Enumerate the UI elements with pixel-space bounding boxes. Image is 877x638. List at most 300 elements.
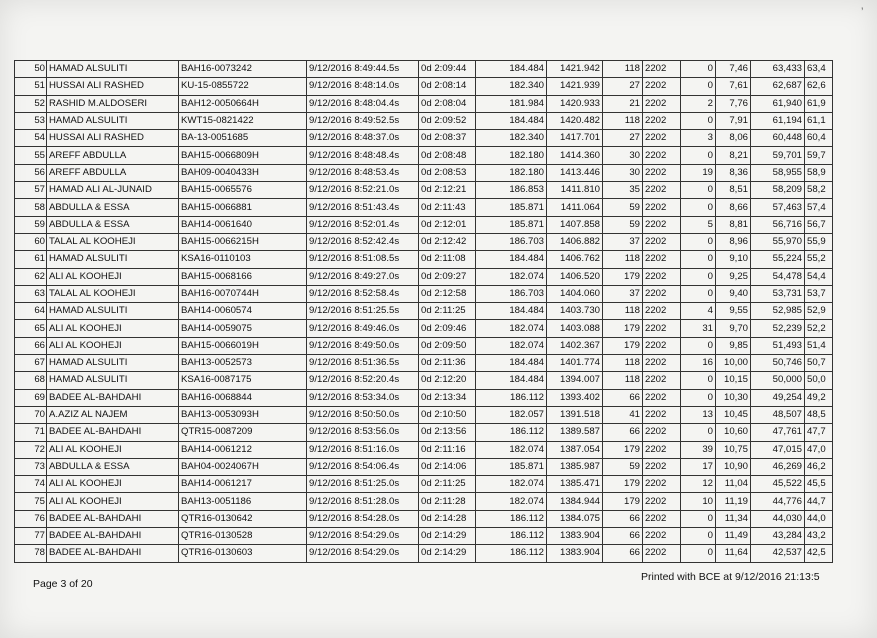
points-cut-cell: 62,6: [805, 78, 833, 95]
points-cut-cell: 44,0: [805, 510, 833, 527]
distance-cell: 182.074: [476, 493, 547, 510]
ring-number-cell: BAH16-0073242: [179, 61, 307, 78]
points-cut-cell: 48,5: [805, 406, 833, 423]
table-row: [15, 528, 833, 545]
flight-duration-cell: 0d 2:09:50: [419, 337, 476, 354]
percent-cell: 11,19: [716, 493, 751, 510]
table-row: [15, 545, 833, 562]
distance-cell: 185.871: [476, 199, 547, 216]
basket-count-cell: 118: [603, 112, 643, 129]
arrival-time-cell: 9/12/2016 8:49:50.0s: [307, 337, 419, 354]
flight-duration-cell: 0d 2:14:06: [419, 458, 476, 475]
percent-cell: 10,75: [716, 441, 751, 458]
distance-cell: 182.074: [476, 476, 547, 493]
arrival-time-cell: 9/12/2016 8:48:53.4s: [307, 164, 419, 181]
ring-number-cell: BAH14-0059075: [179, 320, 307, 337]
rank-cell: 78: [15, 545, 47, 562]
points-cell: 45,522: [751, 476, 805, 493]
basket-count-cell: 118: [603, 372, 643, 389]
speed-cell: 1420.482: [547, 112, 603, 129]
arrival-time-cell: 9/12/2016 8:53:56.0s: [307, 424, 419, 441]
points-cut-cell: 52,9: [805, 303, 833, 320]
points-cut-cell: 63,4: [805, 61, 833, 78]
points-cut-cell: 61,9: [805, 95, 833, 112]
speed-cell: 1384.075: [547, 510, 603, 527]
rank-cell: 55: [15, 147, 47, 164]
points-cell: 62,687: [751, 78, 805, 95]
fancier-name-cell: BADEE AL-BAHDAHI: [47, 424, 179, 441]
speed-cell: 1387.054: [547, 441, 603, 458]
section-code-cell: 2202: [643, 285, 681, 302]
coefficient-cell: 0: [681, 337, 716, 354]
points-cell: 53,731: [751, 285, 805, 302]
section-code-cell: 2202: [643, 182, 681, 199]
ring-number-cell: BAH09-0040433H: [179, 164, 307, 181]
points-cell: 55,224: [751, 251, 805, 268]
speed-cell: 1393.402: [547, 389, 603, 406]
percent-cell: 8,36: [716, 164, 751, 181]
ring-number-cell: BAH15-0065576: [179, 182, 307, 199]
arrival-time-cell: 9/12/2016 8:51:28.0s: [307, 493, 419, 510]
coefficient-cell: 0: [681, 147, 716, 164]
points-cut-cell: 55,2: [805, 251, 833, 268]
basket-count-cell: 59: [603, 458, 643, 475]
coefficient-cell: 16: [681, 355, 716, 372]
arrival-time-cell: 9/12/2016 8:52:21.0s: [307, 182, 419, 199]
distance-cell: 184.484: [476, 61, 547, 78]
speed-cell: 1385.471: [547, 476, 603, 493]
table-row: [15, 458, 833, 475]
ring-number-cell: BAH12-0050664H: [179, 95, 307, 112]
ring-number-cell: QTR16-0130528: [179, 528, 307, 545]
points-cut-cell: 58,9: [805, 164, 833, 181]
percent-cell: 8,81: [716, 216, 751, 233]
fancier-name-cell: BADEE AL-BAHDAHI: [47, 510, 179, 527]
fancier-name-cell: HAMAD ALI AL-JUNAID: [47, 182, 179, 199]
section-code-cell: 2202: [643, 406, 681, 423]
points-cut-cell: 56,7: [805, 216, 833, 233]
fancier-name-cell: HAMAD ALSULITI: [47, 61, 179, 78]
speed-cell: 1384.944: [547, 493, 603, 510]
coefficient-cell: 0: [681, 112, 716, 129]
speed-cell: 1394.007: [547, 372, 603, 389]
arrival-time-cell: 9/12/2016 8:53:34.0s: [307, 389, 419, 406]
rank-cell: 51: [15, 78, 47, 95]
distance-cell: 185.871: [476, 216, 547, 233]
flight-duration-cell: 0d 2:14:29: [419, 545, 476, 562]
points-cut-cell: 55,9: [805, 233, 833, 250]
section-code-cell: 2202: [643, 78, 681, 95]
flight-duration-cell: 0d 2:08:04: [419, 95, 476, 112]
arrival-time-cell: 9/12/2016 8:48:48.4s: [307, 147, 419, 164]
percent-cell: 10,45: [716, 406, 751, 423]
arrival-time-cell: 9/12/2016 8:52:58.4s: [307, 285, 419, 302]
printed-footer: Printed with BCE at 9/12/2016 21:13:5: [641, 571, 820, 583]
distance-cell: 186.112: [476, 510, 547, 527]
rank-cell: 68: [15, 372, 47, 389]
points-cut-cell: 51,4: [805, 337, 833, 354]
section-code-cell: 2202: [643, 95, 681, 112]
flight-duration-cell: 0d 2:13:56: [419, 424, 476, 441]
distance-cell: 184.484: [476, 303, 547, 320]
arrival-time-cell: 9/12/2016 8:48:14.0s: [307, 78, 419, 95]
percent-cell: 11,64: [716, 545, 751, 562]
rank-cell: 56: [15, 164, 47, 181]
coefficient-cell: 0: [681, 389, 716, 406]
section-code-cell: 2202: [643, 476, 681, 493]
percent-cell: 9,25: [716, 268, 751, 285]
points-cut-cell: 50,0: [805, 372, 833, 389]
percent-cell: 8,66: [716, 199, 751, 216]
flight-duration-cell: 0d 2:14:29: [419, 528, 476, 545]
fancier-name-cell: HUSSAI ALI RASHED: [47, 130, 179, 147]
section-code-cell: 2202: [643, 268, 681, 285]
fancier-name-cell: HAMAD ALSULITI: [47, 112, 179, 129]
points-cell: 46,269: [751, 458, 805, 475]
section-code-cell: 2202: [643, 493, 681, 510]
table-row: [15, 510, 833, 527]
table-row: [15, 355, 833, 372]
points-cell: 50,746: [751, 355, 805, 372]
flight-duration-cell: 0d 2:11:43: [419, 199, 476, 216]
points-cut-cell: 45,5: [805, 476, 833, 493]
arrival-time-cell: 9/12/2016 8:51:25.5s: [307, 303, 419, 320]
table-row: [15, 95, 833, 112]
distance-cell: 184.484: [476, 372, 547, 389]
distance-cell: 181.984: [476, 95, 547, 112]
basket-count-cell: 118: [603, 355, 643, 372]
fancier-name-cell: ABDULLA & ESSA: [47, 199, 179, 216]
distance-cell: 182.340: [476, 78, 547, 95]
speed-cell: 1406.882: [547, 233, 603, 250]
basket-count-cell: 66: [603, 389, 643, 406]
points-cut-cell: 61,1: [805, 112, 833, 129]
rank-cell: 61: [15, 251, 47, 268]
section-code-cell: 2202: [643, 216, 681, 233]
ring-number-cell: BAH15-0066215H: [179, 233, 307, 250]
fancier-name-cell: ALI AL KOOHEJI: [47, 268, 179, 285]
ring-number-cell: KWT15-0821422: [179, 112, 307, 129]
results-rows: [15, 61, 833, 563]
fancier-name-cell: ALI AL KOOHEJI: [47, 441, 179, 458]
arrival-time-cell: 9/12/2016 8:49:46.0s: [307, 320, 419, 337]
results-table: [14, 60, 833, 563]
points-cut-cell: 44,7: [805, 493, 833, 510]
fancier-name-cell: TALAL AL KOOHEJI: [47, 285, 179, 302]
points-cell: 54,478: [751, 268, 805, 285]
fancier-name-cell: HUSSAI ALI RASHED: [47, 78, 179, 95]
ring-number-cell: BAH13-0051186: [179, 493, 307, 510]
basket-count-cell: 179: [603, 476, 643, 493]
arrival-time-cell: 9/12/2016 8:52:01.4s: [307, 216, 419, 233]
rank-cell: 58: [15, 199, 47, 216]
coefficient-cell: 2: [681, 95, 716, 112]
speed-cell: 1413.446: [547, 164, 603, 181]
ring-number-cell: BAH15-0066809H: [179, 147, 307, 164]
table-row: [15, 233, 833, 250]
ring-number-cell: BAH14-0061217: [179, 476, 307, 493]
percent-cell: 9,70: [716, 320, 751, 337]
points-cell: 60,448: [751, 130, 805, 147]
speed-cell: 1414.360: [547, 147, 603, 164]
basket-count-cell: 27: [603, 130, 643, 147]
coefficient-cell: 12: [681, 476, 716, 493]
flight-duration-cell: 0d 2:12:58: [419, 285, 476, 302]
flight-duration-cell: 0d 2:11:25: [419, 303, 476, 320]
points-cell: 52,239: [751, 320, 805, 337]
arrival-time-cell: 9/12/2016 8:49:27.0s: [307, 268, 419, 285]
distance-cell: 186.853: [476, 182, 547, 199]
coefficient-cell: 0: [681, 199, 716, 216]
ring-number-cell: BA-13-0051685: [179, 130, 307, 147]
points-cut-cell: 60,4: [805, 130, 833, 147]
flight-duration-cell: 0d 2:09:27: [419, 268, 476, 285]
points-cell: 56,716: [751, 216, 805, 233]
section-code-cell: 2202: [643, 251, 681, 268]
corner-mark: ’: [861, 6, 864, 18]
section-code-cell: 2202: [643, 528, 681, 545]
basket-count-cell: 66: [603, 510, 643, 527]
table-row: [15, 251, 833, 268]
speed-cell: 1406.762: [547, 251, 603, 268]
section-code-cell: 2202: [643, 545, 681, 562]
arrival-time-cell: 9/12/2016 8:52:20.4s: [307, 372, 419, 389]
coefficient-cell: 0: [681, 268, 716, 285]
distance-cell: 182.074: [476, 337, 547, 354]
speed-cell: 1403.088: [547, 320, 603, 337]
section-code-cell: 2202: [643, 112, 681, 129]
percent-cell: 9,40: [716, 285, 751, 302]
coefficient-cell: 17: [681, 458, 716, 475]
table-row: [15, 216, 833, 233]
coefficient-cell: 0: [681, 285, 716, 302]
distance-cell: 186.112: [476, 528, 547, 545]
basket-count-cell: 59: [603, 199, 643, 216]
table-row: [15, 303, 833, 320]
speed-cell: 1406.520: [547, 268, 603, 285]
basket-count-cell: 179: [603, 268, 643, 285]
basket-count-cell: 118: [603, 61, 643, 78]
basket-count-cell: 66: [603, 424, 643, 441]
flight-duration-cell: 0d 2:13:34: [419, 389, 476, 406]
flight-duration-cell: 0d 2:12:42: [419, 233, 476, 250]
rank-cell: 71: [15, 424, 47, 441]
basket-count-cell: 179: [603, 493, 643, 510]
distance-cell: 186.703: [476, 285, 547, 302]
basket-count-cell: 118: [603, 251, 643, 268]
ring-number-cell: BAH04-0024067H: [179, 458, 307, 475]
flight-duration-cell: 0d 2:08:48: [419, 147, 476, 164]
points-cut-cell: 47,7: [805, 424, 833, 441]
ring-number-cell: BAH15-0066881: [179, 199, 307, 216]
coefficient-cell: 0: [681, 233, 716, 250]
basket-count-cell: 59: [603, 216, 643, 233]
distance-cell: 186.112: [476, 424, 547, 441]
basket-count-cell: 37: [603, 233, 643, 250]
fancier-name-cell: HAMAD ALSULITI: [47, 355, 179, 372]
distance-cell: 182.074: [476, 320, 547, 337]
rank-cell: 64: [15, 303, 47, 320]
section-code-cell: 2202: [643, 458, 681, 475]
rank-cell: 54: [15, 130, 47, 147]
arrival-time-cell: 9/12/2016 8:54:29.0s: [307, 528, 419, 545]
basket-count-cell: 21: [603, 95, 643, 112]
coefficient-cell: 0: [681, 61, 716, 78]
points-cell: 44,030: [751, 510, 805, 527]
coefficient-cell: 13: [681, 406, 716, 423]
coefficient-cell: 0: [681, 510, 716, 527]
percent-cell: 7,76: [716, 95, 751, 112]
flight-duration-cell: 0d 2:11:36: [419, 355, 476, 372]
coefficient-cell: 0: [681, 528, 716, 545]
points-cut-cell: 58,2: [805, 182, 833, 199]
distance-cell: 186.703: [476, 233, 547, 250]
arrival-time-cell: 9/12/2016 8:51:16.0s: [307, 441, 419, 458]
fancier-name-cell: HAMAD ALSULITI: [47, 251, 179, 268]
basket-count-cell: 27: [603, 78, 643, 95]
percent-cell: 10,15: [716, 372, 751, 389]
ring-number-cell: KSA16-0087175: [179, 372, 307, 389]
speed-cell: 1404.060: [547, 285, 603, 302]
table-row: [15, 182, 833, 199]
points-cell: 63,433: [751, 61, 805, 78]
section-code-cell: 2202: [643, 337, 681, 354]
ring-number-cell: BAH15-0068166: [179, 268, 307, 285]
speed-cell: 1383.904: [547, 545, 603, 562]
points-cut-cell: 52,2: [805, 320, 833, 337]
flight-duration-cell: 0d 2:10:50: [419, 406, 476, 423]
table-row: [15, 337, 833, 354]
percent-cell: 10,90: [716, 458, 751, 475]
rank-cell: 62: [15, 268, 47, 285]
section-code-cell: 2202: [643, 147, 681, 164]
points-cell: 59,701: [751, 147, 805, 164]
points-cell: 52,985: [751, 303, 805, 320]
table-row: [15, 164, 833, 181]
distance-cell: 182.074: [476, 441, 547, 458]
speed-cell: 1417.701: [547, 130, 603, 147]
speed-cell: 1391.518: [547, 406, 603, 423]
rank-cell: 63: [15, 285, 47, 302]
fancier-name-cell: A.AZIZ AL NAJEM: [47, 406, 179, 423]
section-code-cell: 2202: [643, 303, 681, 320]
percent-cell: 7,91: [716, 112, 751, 129]
table-row: [15, 112, 833, 129]
percent-cell: 10,60: [716, 424, 751, 441]
points-cell: 48,507: [751, 406, 805, 423]
rank-cell: 57: [15, 182, 47, 199]
basket-count-cell: 179: [603, 337, 643, 354]
points-cell: 43,284: [751, 528, 805, 545]
speed-cell: 1411.064: [547, 199, 603, 216]
points-cell: 58,955: [751, 164, 805, 181]
section-code-cell: 2202: [643, 199, 681, 216]
arrival-time-cell: 9/12/2016 8:54:06.4s: [307, 458, 419, 475]
fancier-name-cell: ABDULLA & ESSA: [47, 216, 179, 233]
ring-number-cell: BAH14-0061640: [179, 216, 307, 233]
coefficient-cell: 19: [681, 164, 716, 181]
section-code-cell: 2202: [643, 233, 681, 250]
points-cut-cell: 54,4: [805, 268, 833, 285]
flight-duration-cell: 0d 2:11:28: [419, 493, 476, 510]
fancier-name-cell: HAMAD ALSULITI: [47, 303, 179, 320]
ring-number-cell: QTR16-0130603: [179, 545, 307, 562]
table-row: [15, 320, 833, 337]
coefficient-cell: 4: [681, 303, 716, 320]
percent-cell: 9,55: [716, 303, 751, 320]
basket-count-cell: 179: [603, 441, 643, 458]
points-cut-cell: 57,4: [805, 199, 833, 216]
basket-count-cell: 30: [603, 147, 643, 164]
points-cut-cell: 47,0: [805, 441, 833, 458]
arrival-time-cell: 9/12/2016 8:54:28.0s: [307, 510, 419, 527]
percent-cell: 10,30: [716, 389, 751, 406]
flight-duration-cell: 0d 2:14:28: [419, 510, 476, 527]
section-code-cell: 2202: [643, 441, 681, 458]
ring-number-cell: BAH16-0068844: [179, 389, 307, 406]
ring-number-cell: BAH14-0060574: [179, 303, 307, 320]
percent-cell: 9,85: [716, 337, 751, 354]
section-code-cell: 2202: [643, 320, 681, 337]
arrival-time-cell: 9/12/2016 8:50:50.0s: [307, 406, 419, 423]
points-cell: 55,970: [751, 233, 805, 250]
percent-cell: 8,06: [716, 130, 751, 147]
distance-cell: 185.871: [476, 458, 547, 475]
points-cut-cell: 59,7: [805, 147, 833, 164]
basket-count-cell: 35: [603, 182, 643, 199]
arrival-time-cell: 9/12/2016 8:52:42.4s: [307, 233, 419, 250]
points-cell: 57,463: [751, 199, 805, 216]
speed-cell: 1402.367: [547, 337, 603, 354]
fancier-name-cell: RASHID M.ALDOSERI: [47, 95, 179, 112]
rank-cell: 70: [15, 406, 47, 423]
basket-count-cell: 37: [603, 285, 643, 302]
points-cell: 47,761: [751, 424, 805, 441]
section-code-cell: 2202: [643, 164, 681, 181]
section-code-cell: 2202: [643, 61, 681, 78]
basket-count-cell: 41: [603, 406, 643, 423]
points-cell: 44,776: [751, 493, 805, 510]
fancier-name-cell: ALI AL KOOHEJI: [47, 337, 179, 354]
rank-cell: 66: [15, 337, 47, 354]
speed-cell: 1421.939: [547, 78, 603, 95]
percent-cell: 7,46: [716, 61, 751, 78]
speed-cell: 1389.587: [547, 424, 603, 441]
speed-cell: 1403.730: [547, 303, 603, 320]
speed-cell: 1421.942: [547, 61, 603, 78]
rank-cell: 76: [15, 510, 47, 527]
coefficient-cell: 5: [681, 216, 716, 233]
percent-cell: 11,34: [716, 510, 751, 527]
rank-cell: 72: [15, 441, 47, 458]
speed-cell: 1383.904: [547, 528, 603, 545]
points-cell: 61,940: [751, 95, 805, 112]
distance-cell: 182.057: [476, 406, 547, 423]
page-number: Page 3 of 20: [33, 578, 93, 590]
flight-duration-cell: 0d 2:12:01: [419, 216, 476, 233]
fancier-name-cell: BADEE AL-BAHDAHI: [47, 528, 179, 545]
points-cell: 49,254: [751, 389, 805, 406]
distance-cell: 186.112: [476, 389, 547, 406]
ring-number-cell: QTR15-0087209: [179, 424, 307, 441]
coefficient-cell: 0: [681, 424, 716, 441]
ring-number-cell: BAH13-0053093H: [179, 406, 307, 423]
basket-count-cell: 66: [603, 528, 643, 545]
flight-duration-cell: 0d 2:08:37: [419, 130, 476, 147]
ring-number-cell: BAH13-0052573: [179, 355, 307, 372]
flight-duration-cell: 0d 2:11:16: [419, 441, 476, 458]
table-row: [15, 441, 833, 458]
